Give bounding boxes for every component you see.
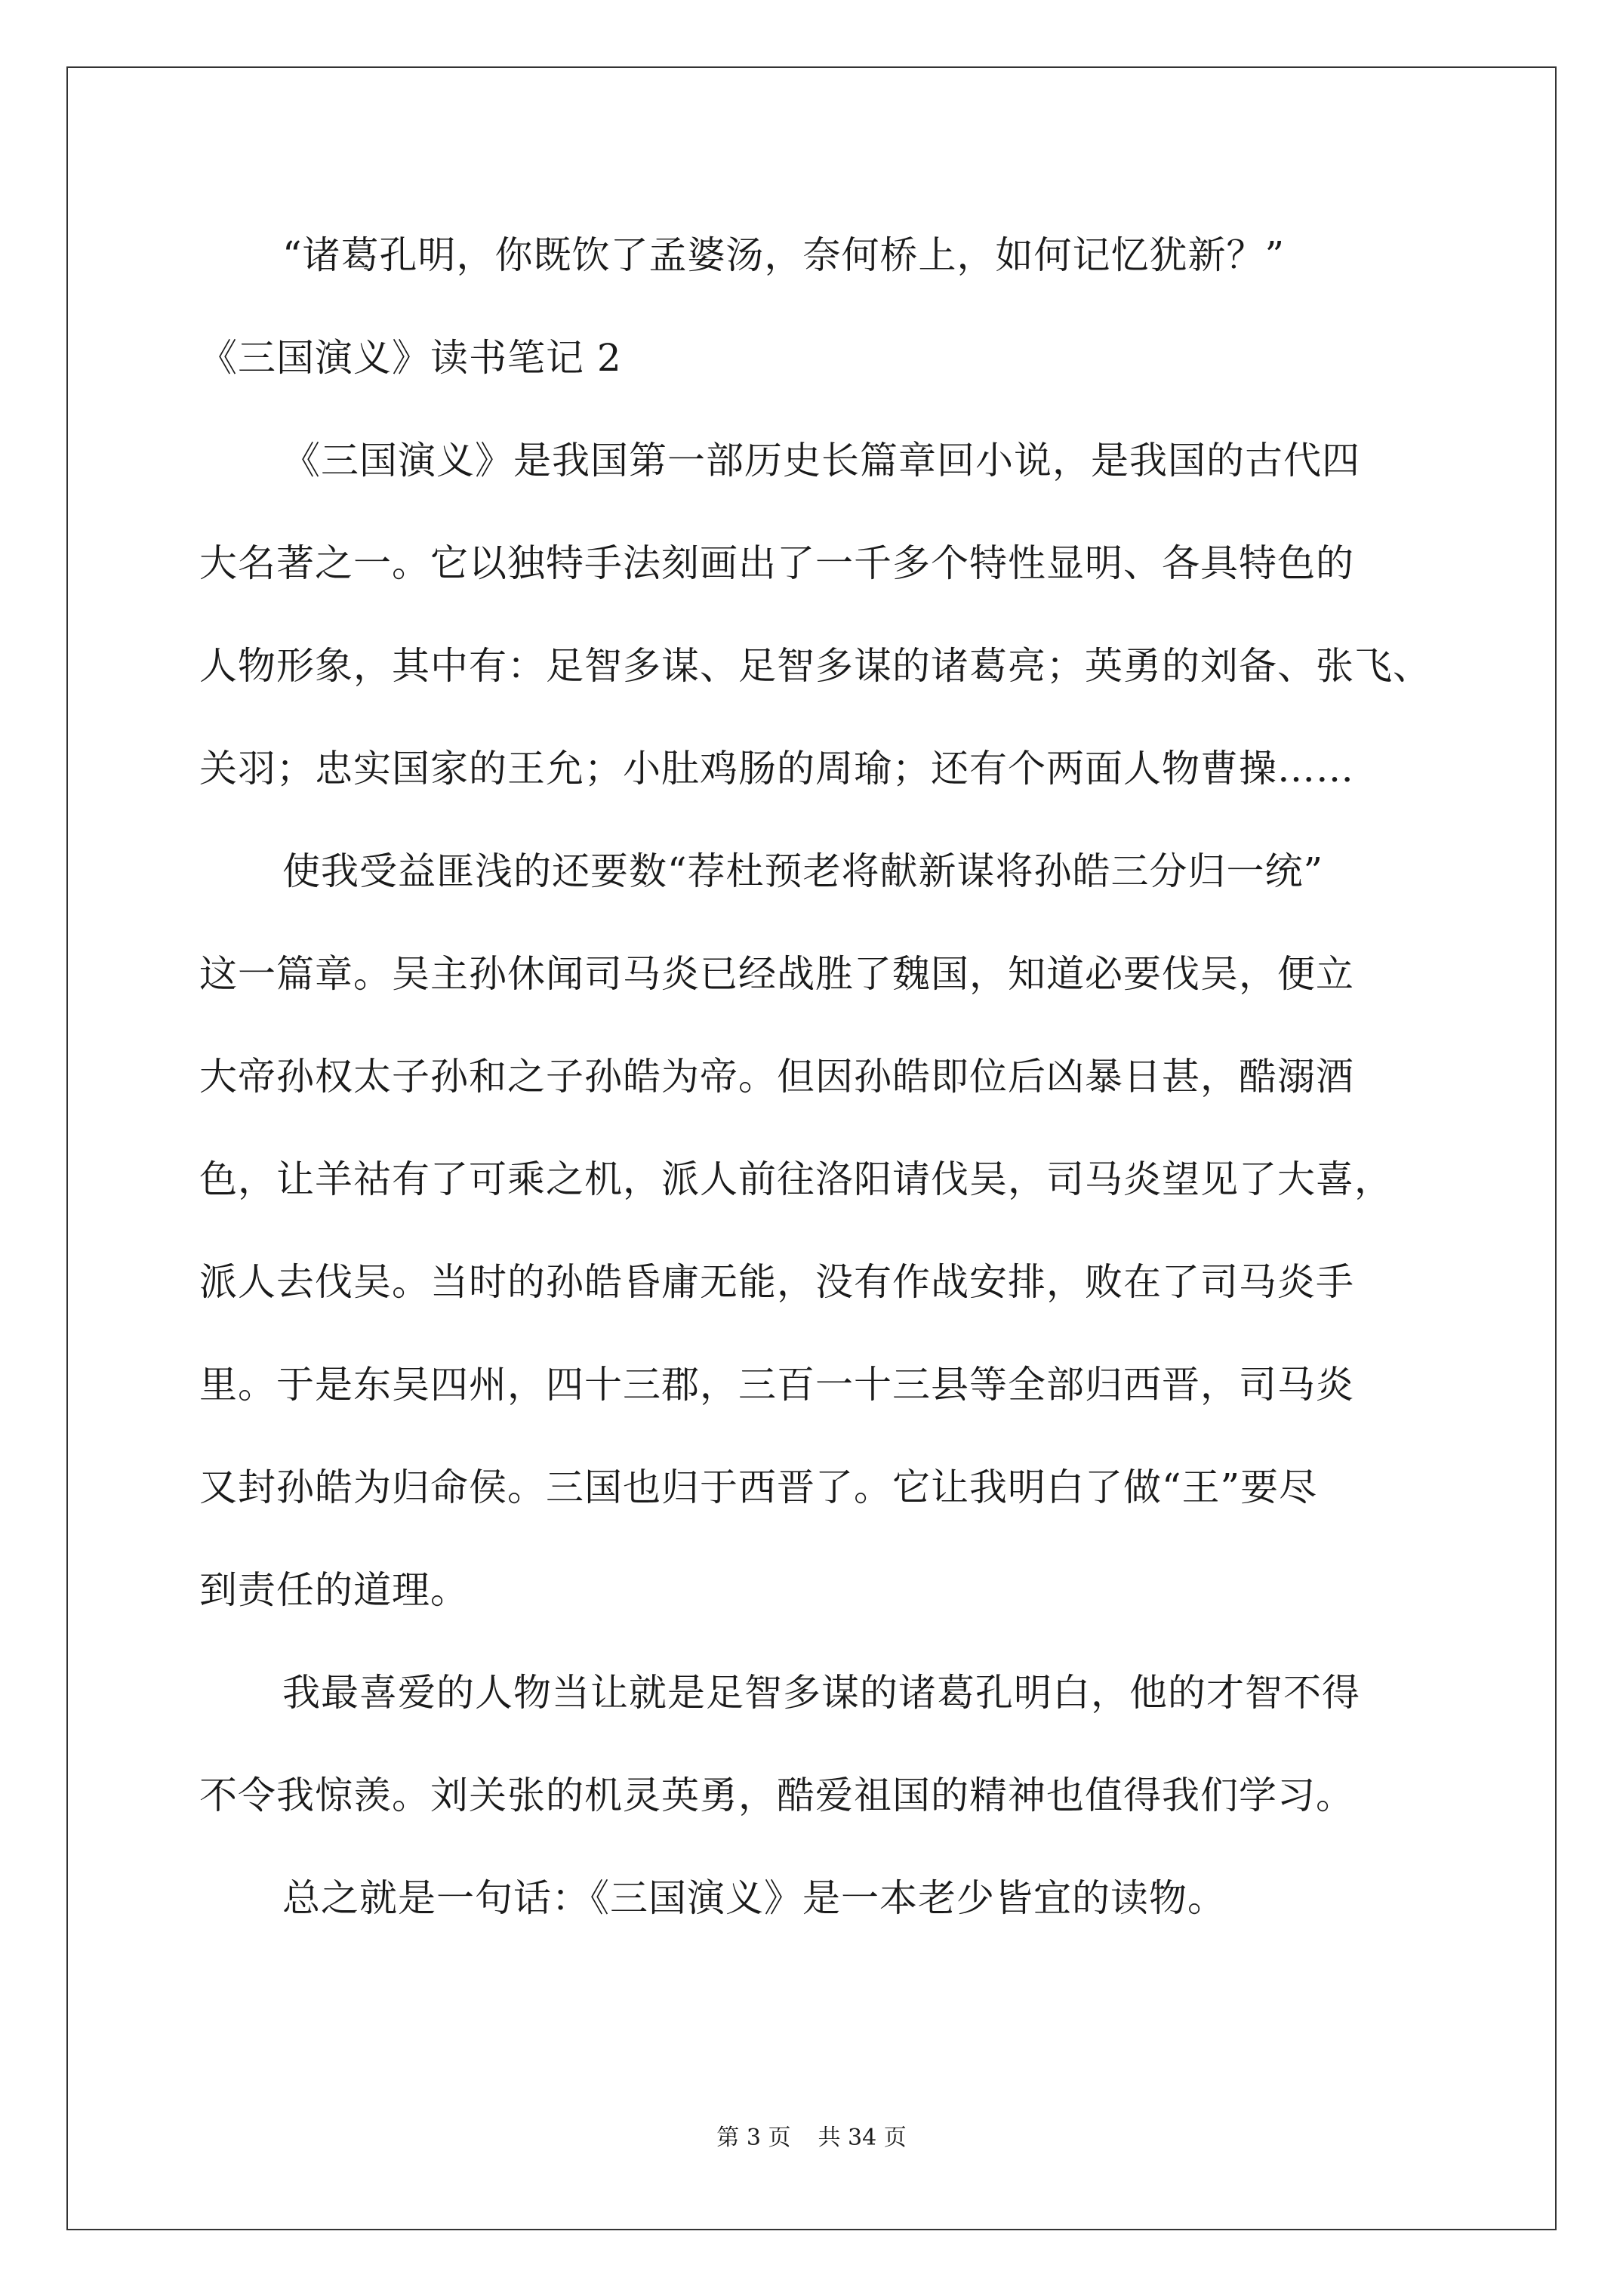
page-footer bbox=[0, 2123, 1623, 2153]
paragraph-line: 使我受益匪浅的还要数“荐杜预老将献新谋将孙皓三分归一统” bbox=[282, 849, 1324, 893]
paragraph-line: 大名著之一。它以独特手法刻画出了一千多个特性显明、各具特色的 bbox=[199, 541, 1354, 585]
paragraph-favorite bbox=[199, 1641, 1483, 1847]
paragraph-line: 派人去伐吴。当时的孙皓昏庸无能，没有作战安排，败在了司马炎手 bbox=[199, 1260, 1354, 1304]
paragraph-line: 关羽；忠实国家的王允；小肚鸡肠的周瑜；还有个两面人物曹操…… bbox=[199, 747, 1354, 791]
quote-line: “诸葛孔明，你既饮了孟婆汤，奈何桥上，如何记忆犹新？” bbox=[282, 233, 1286, 277]
paragraph-chapter bbox=[199, 820, 1483, 1641]
paragraph-line: 这一篇章。吴主孙休闻司马炎已经战胜了魏国，知道必要伐吴，便立 bbox=[199, 952, 1354, 996]
paragraph-line: 大帝孙权太子孙和之子孙皓为帝。但因孙皓即位后凶暴日甚，酷溺酒 bbox=[199, 1055, 1354, 1099]
paragraph-line: 到责任的道理。 bbox=[199, 1568, 469, 1612]
paragraph-conclusion bbox=[199, 1847, 1483, 1949]
paragraph-line: 色，让羊祜有了可乘之机，派人前往洛阳请伐吴，司马炎望见了大喜， bbox=[199, 1157, 1393, 1201]
paragraph-line: 我最喜爱的人物当让就是足智多谋的诸葛孔明白，他的才智不得 bbox=[282, 1671, 1360, 1715]
section-title: 《三国演义》读书笔记 2 bbox=[199, 336, 622, 380]
page-number-current: 第 3 页 bbox=[716, 2125, 791, 2151]
paragraph-line: 不令我惊羡。刘关张的机灵英勇，酷爱祖国的精神也值得我们学习。 bbox=[199, 1774, 1354, 1817]
paragraph-line: 总之就是一句话：《三国演义》是一本老少皆宜的读物。 bbox=[282, 1876, 1226, 1920]
paragraph-intro bbox=[199, 409, 1483, 820]
page-number-total: 共 34 页 bbox=[818, 2125, 907, 2151]
document-body bbox=[199, 204, 1483, 1949]
paragraph-line: 里。于是东吴四州，四十三郡，三百一十三县等全部归西晋，司马炎 bbox=[199, 1363, 1354, 1407]
paragraph-line: 人物形象，其中有：足智多谋、足智多谋的诸葛亮；英勇的刘备、张飞、 bbox=[199, 644, 1431, 688]
paragraph-line: 《三国演义》是我国第一部历史长篇章回小说，是我国的古代四 bbox=[282, 439, 1360, 482]
paragraph-line: 又封孙皓为归命侯。三国也归于西晋了。它让我明白了做“王”要尽 bbox=[199, 1465, 1318, 1509]
